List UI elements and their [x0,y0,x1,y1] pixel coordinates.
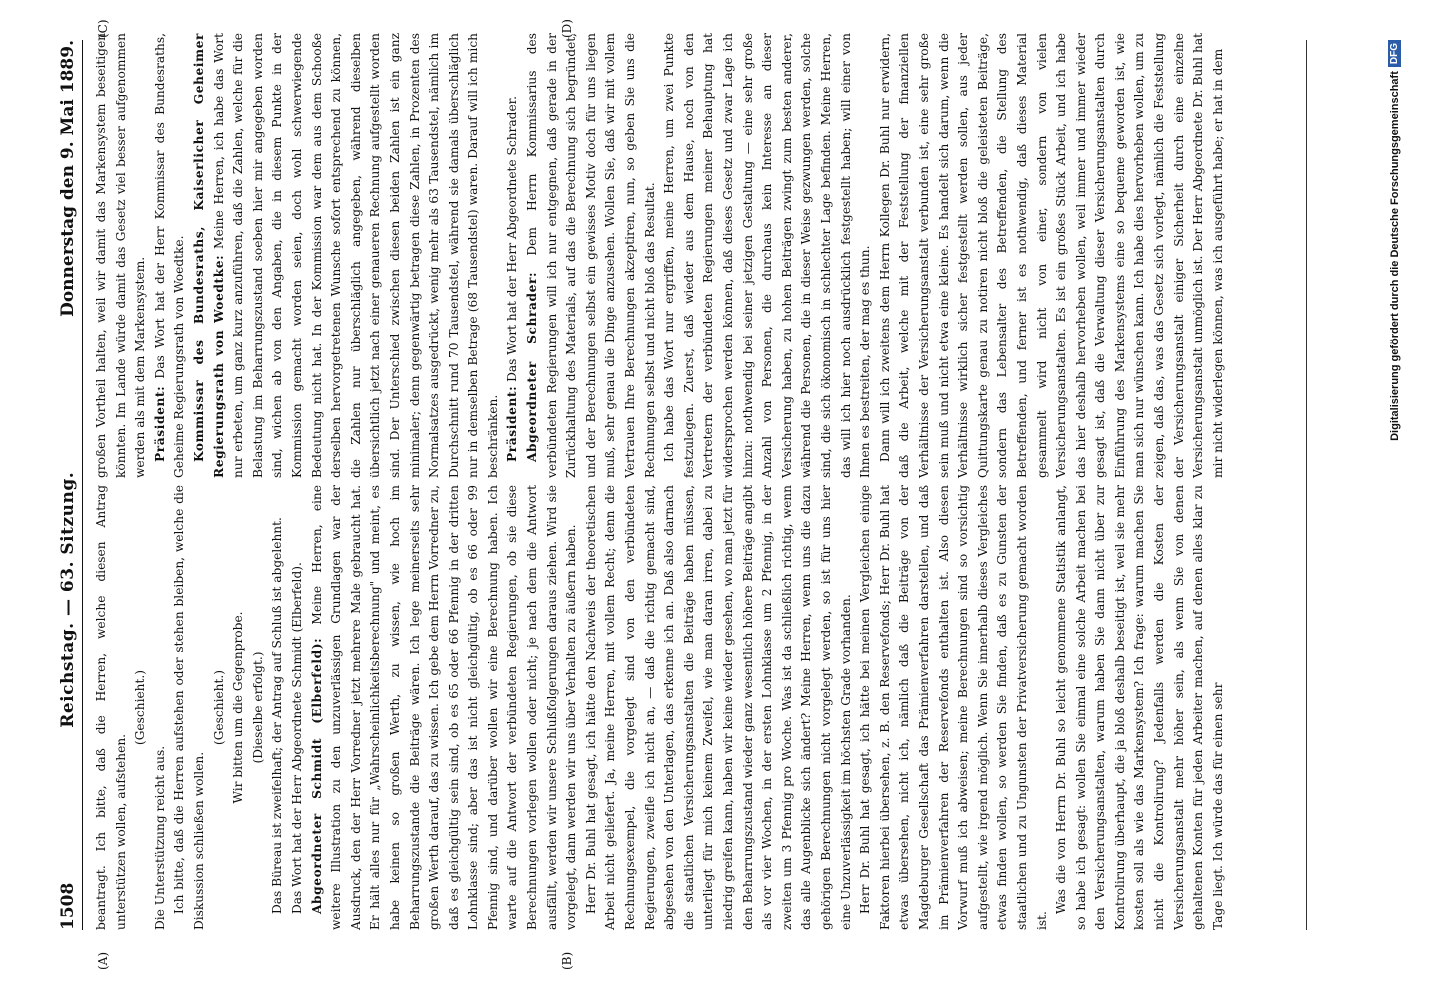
speech-text: Das Wort hat der Herr Kommissar des Bundesraths, Geheime Regierungsrath von Woedtke. [152,33,187,478]
speaker-name: Präsident: [152,385,167,462]
paragraph: Die Unterstützung reicht aus. [152,745,167,930]
running-head [52,40,83,930]
speech-text: Meine Herren, eine weitere Illustration zu den unzuverlässigen Grundlagen war der Ausdruck, den der Herr Vorredner jetzt mehrere Male gebraucht hat. Er hält alles nur für „Wahrscheinlichkeitsberechnung" und meint, es habe keinen so großen Werth, zu wissen, wie hoch im Beharrungszustande die Beiträge wären. Ich lege meinerseits sehr großen Werth darauf, das zu wissen. Ich gebe dem Herrn Vorredner zu, daß es gleichgültig sein sind, ob es 65 oder 66 Pfennig in der dritten Lohnklasse sind; aber das ist nicht gleichgültig, ob es 66 oder 99 Pfennig sind, und darüber wollen wir eine Berechnung haben. Ich warte auf die Antwort der verbündeten Regierungen, ob sie diese Berechnungen vorlegen wollen oder nicht; je nach dem die Antwort ausfällt, werden wir unsere Schlußfolgerungen daraus ziehen. Wird sie vorgelegt, dann werden wir uns über Verhalten zu äußern haben. [309,485,579,930]
speech-text: Meine Herren, ich habe das Wort nur erbeten, um ganz kurz anzuführen, daß die Zahlen, welche für die Belastung im Beharrungszustand soeben hier mir angegeben worden sind, wichen ab von den Angaben, die in diesem Punkte in der Kommission gemacht worden seien, doch wohl schwerwiegende Bedeutung nicht hat. In der Kommission war dem aus dem Schooße derselben hervorgetretenen Wunsche sofort entsprechend zu können, die Zahlen nur überschläglich angegeben, während dieselben übersichtlich jetzt nach einer genaueren Rechnung aufgestellt worden sind. Der Unterschied zwischen diesen beiden Zahlen ist ein ganz minimaler; denn gegenwärtig betragen diese Zahlen, in Prozenten des Normalsatzes ausgedrückt, wenig mehr als 63 Tausendstel, nämlich im Durchschnitt rund 70 Tausendstel, während sie damals überschläglich nur in demselben Betrage (68 Tausendstel) waren. Darauf will ich mich beschränken. [211,33,500,478]
paragraph: Ich bitte, daß die Herren aufstehen oder stehen bleiben, welche die Diskussion schließen wollen. [172,485,206,930]
margin-marker-a: (A) [96,951,110,970]
speech-paragraph [151,33,190,478]
margin-marker-d: (D) [560,19,574,38]
speech-paragraph [308,485,582,930]
margin-marker-b: (B) [560,951,574,970]
stage-direction: (Geschieht.) [211,669,226,746]
page-number: 1508 [58,882,78,930]
dfg-logo: DFG [1388,40,1401,67]
paragraph: beantragt. Ich bitte, daß die Herren, welche diesen Antrag unterstützen wollen, aufstehen. [94,485,128,930]
left-column [92,485,1228,930]
session-date: Donnerstag den 9. Mai 1889. [58,40,78,317]
paragraph: Das Büreau ist zweifelhaft; der Antrag auf Schluß ist abgelehnt. [270,517,285,914]
paragraph: Herr Dr. Buhl hat gesagt, ich hätte den Nachweis der theoretischen Arbeit nicht geliefert. Ja, meine Herren, mit vollem Recht; denn die Rechnungsexempel, die vorgelegt sind von den verbündeten Regierungen, zweifle ich nicht an, — daß die richtig gemacht sind, abgesehen von den Unterlagen, das erkenne ich an. Daß also darnach die staatlichen Versicherungsanstalten die Beiträge haben müssen, unterliegt für mich keinem Zweifel, wie man daran irren, dabei zu niedrig greifen kann, haben wir keine wieder gesehen, wo man jetzt für den Beharrungszustand wieder ganz wesentlich höhere Beiträge angibt als vor vier Wochen, in der ersten Lohnklasse um 2 Pfennig, in der zweiten um 3 Pfennig pro Woche. Was ist da schließlich richtig, wenn das alle Augenblicke sich ändert? Meine Herren, wenn uns die dazu gehörigen Berechnungen nicht vorgelegt werden, so ist für uns hier eine Unzuverlässigkeit im höchsten Grade vorhanden. [583,485,853,930]
speaker-name: Abgeordneter Schmidt (Elberfeld): [309,637,324,914]
footer-divider [1306,40,1307,930]
stage-direction: (Geschieht.) [133,669,148,746]
speaker-name: Kommissar des Bundesraths, Kaiserlicher Geheimer Regierungsrath von Woedtke: [191,33,226,478]
speech-text: Das Wort hat der Herr Abgeordnete Schrader. [505,95,520,382]
paragraph: Ich habe das Wort nur ergriffen, meine Herren, um zwei Punkte festzulegen. Zuerst, daß wieder aus dem Hause, noch von den Vertretern der verbündeten Regierungen meiner Behauptung hat widersprochen werden können, daß dieses Gesetz und zwar Lage ich hinzu: nothwendig bei seiner jetzigen Gestaltung — eine sehr große Anzahl von Personen, die durchaus kein Interesse an dieser Versicherung haben, zu hohen Beiträgen zwingt zum besten anderer, während die Personen, die in dieser Weise gezwungen werden, solche sind, die sich ökonomisch in schlechter Lage befinden. Meine Herren, das will ich hier noch ausdrücklich festgestellt haben; will einer von Ihnen es bestreiten, der mag es thun. [662,33,873,478]
paragraph: Wir bitten um die Gegenprobe. [231,611,246,804]
session-title: Reichstag. — 63. Sitzung. [58,471,78,728]
margin-marker-c: (C) [96,19,110,38]
paragraph: Herr Dr. Buhl hat gesagt, ich hätte bei meinen Vergleichen einige Faktoren hierbei übersehen, z. B. den Reservefonds; Herr Dr. Buhl hat etwas übersehen, nicht ich, nämlich daß die Beiträge von der Magdeburger Gesellschaft das Prämienverfahren darstellen, und daß im Prämienverfahren der Reservefonds enthalten ist. Also diesen Vorwurf muß ich abweisen; meine Berechnungen sind so vorsichtig aufgestellt, wie irgend möglich. Wenn Sie innerhalb dieses Vergleiches etwas finden wollen, so werden Sie finden, daß es zu Gunsten der staatlichen und zu Ungunsten der Privatversicherung gemacht worden ist. [858,485,1049,930]
paragraph: großen Vortheil halten, weil wir damit das Markensystem beseitigen könnten. Im Lande würde damit das Gesetz viel besser aufgenommen werden als mit dem Markensystem. [94,33,148,478]
paragraph: Das Wort hat der Herr Abgeordnete Schmidt (Elberfeld). [289,562,304,914]
stage-direction: (Dieselbe erfolgt.) [250,651,265,764]
speech-paragraph [503,33,523,478]
speaker-name: Präsident: [505,385,520,462]
paragraph: Was die von Herrn Dr. Buhl so leicht genommene Statistik anlangt, so habe ich gesagt: wollen Sie einmal eine solche Arbeit machen bei den Versicherungsanstalten, warum haben Sie dann nicht über zur Kontrolirung überhaupt, die ja bloß deshalb beseitigt ist, weil sie mehr kosten soll als wie das Markensystem? Ich frage: warum machen Sie nicht die Kontrolirung? Jedenfalls werden die Kosten der Versicherungsanstalt mehr höher sein, als wenn Sie von denen gehaltenen Konten für jeden Arbeiter machen, auf denen alles klar zu Tage liegt. Ich würde das für einen sehr [1054,485,1225,930]
paragraph: Dann will ich zweitens dem Herrn Kollegen Dr. Buhl nur erwidern, daß die Arbeit, welche mit der Feststellung der finanziellen Verhältnisse der Versicherungsanstalt verbunden ist, eine sehr große sein muß und nicht etwa eine kleine. Es handelt sich darum, wenn die Verhältnisse wirklich sicher festgestellt werden sollen, aus jeder Quittungskarte genau zu notiren nicht bloß die geleisteten Beiträge, sondern das Lebensalter des Betreffenden, die Stellung des Betreffenden, und ferner ist es nothwendig, daß dieses Material gesammelt wird nicht von einer, sondern von vielen Versicherungsanstalten. Es ist ein großes Stück Arbeit, und ich habe das hier deshalb hervorheben wollen, weil immer und immer wieder gesagt ist, daß die Verwaltung dieser Versicherungsanstalten durch Einführung des Markensystems eine so bequeme geworden ist, wie man sich nur wünschen kann. Ich habe dies hervorheben wollen, um zu zeigen, daß das, was das Gesetz sich vorlegt, nämlich die Feststellung der Versicherungsanstalt einiger Sicherheit durch eine einzelne Versicherungsanstalt unmöglich ist. Der Herr Abgeordnete Dr. Buhl hat mir nicht widerlegen können, was ich ausgeführt habe; er hat in dem [877,33,1225,478]
digitization-credit [1388,40,1401,441]
speaker-name: Abgeordneter Schrader: [525,271,540,462]
credit-text: Digitalisierung gefördert durch die Deutsche Forschungsgemeinschaft [1388,71,1401,441]
speech-paragraph [190,33,504,478]
right-column [92,33,1228,478]
speech-paragraph [523,33,660,478]
speech-text: Dem Herrn Kommissarius des verbündeten Regierungen will ich nur entgegnen, daß gerade in der Zurückhaltung des Materials, auf das die Berechnung sich begründet, und der Berechnungen selbst ein gewisses Motiv doch für uns liegen muß, sehr genau die Dinge anzusehen. Wollen Sie, daß wir mit vollem Vertrauen Ihre Berechnungen akzeptiren, nun, so geben Sie uns die Rechnungen selbst und nicht bloß das Resultat. [525,33,657,478]
